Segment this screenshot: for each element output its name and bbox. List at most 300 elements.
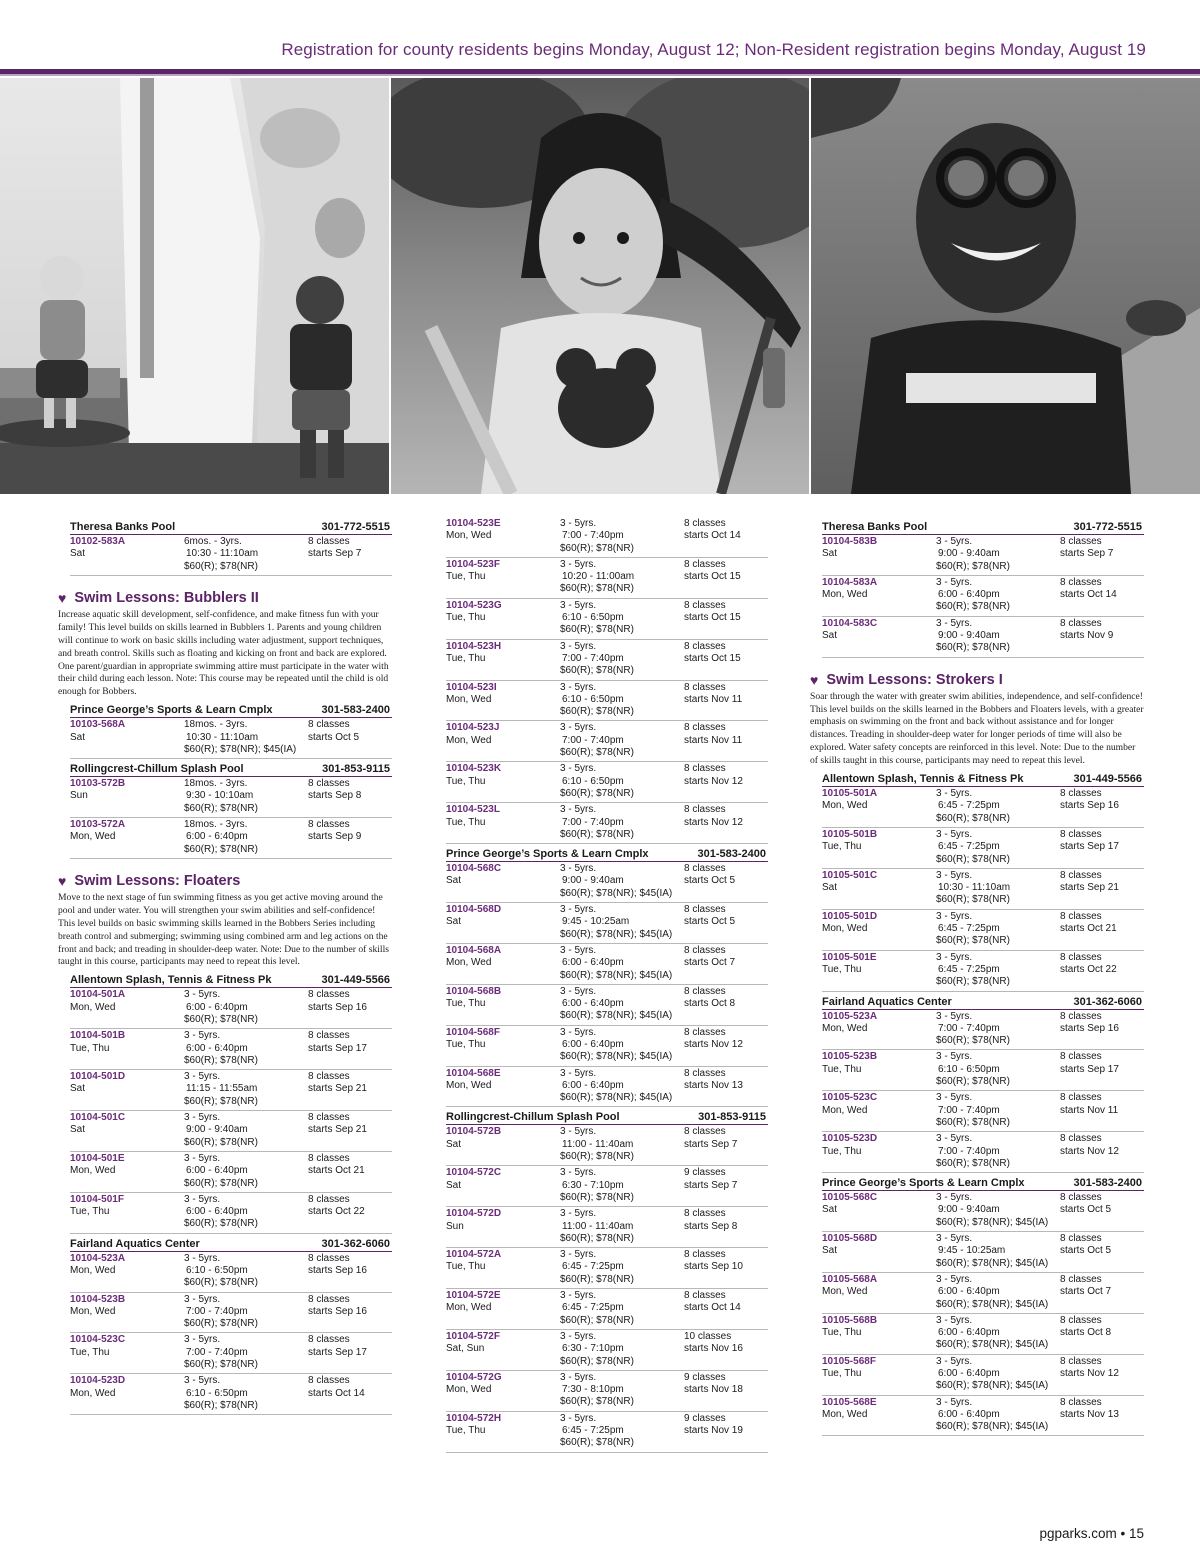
class-code-cell (446, 1027, 560, 1052)
fee-spacer (822, 1299, 936, 1311)
class-time: 9:30 - 10:10am (186, 790, 254, 802)
class-fee: $60(R); $78(NR) (560, 1191, 634, 1203)
class-code: 10105-523B (822, 1051, 878, 1063)
class-age: 3 - 5yrs. (184, 1152, 221, 1164)
class-fee: $60(R); $78(NR); $45(IA) (936, 1257, 1049, 1269)
location-phone: 301-853-9115 (698, 1111, 766, 1124)
location-name: Prince George’s Sports & Learn Cmplx (446, 848, 649, 861)
class-code-cell (822, 1051, 936, 1076)
class-code-cell (822, 1133, 936, 1158)
class-row (822, 1191, 1144, 1232)
class-row (70, 777, 392, 818)
class-row (822, 1232, 1144, 1273)
class-count: 8 classes (684, 904, 726, 916)
class-time: 7:00 - 7:40pm (938, 1022, 1000, 1034)
class-fee: $60(R); $78(NR) (936, 1157, 1010, 1169)
class-code: 10104-572B (446, 1126, 502, 1138)
fee-spacer (446, 706, 560, 718)
class-days: Tue, Thu (446, 998, 486, 1010)
fee-spacer (822, 1339, 936, 1351)
class-row (822, 1314, 1144, 1355)
class-age-cell (560, 1027, 684, 1052)
location-name: Theresa Banks Pool (70, 521, 176, 533)
fee-spacer (446, 1315, 560, 1327)
class-time: 6:00 - 6:40pm (938, 1327, 1000, 1339)
class-age-cell (560, 1372, 684, 1397)
class-time: 9:45 - 10:25am (938, 1245, 1006, 1257)
class-time: 6:10 - 6:50pm (562, 775, 624, 787)
class-count-cell (1060, 870, 1144, 895)
class-code-cell (70, 1194, 184, 1219)
class-count: 8 classes (1060, 1133, 1102, 1145)
class-age: 3 - 5yrs. (184, 1293, 221, 1305)
class-age-cell (184, 536, 308, 561)
class-count: 8 classes (308, 1112, 350, 1124)
class-count-cell (684, 945, 768, 970)
class-row (446, 1207, 768, 1248)
class-start: starts Nov 12 (684, 775, 743, 787)
class-code-cell (446, 559, 560, 584)
class-time: 6:00 - 6:40pm (186, 831, 248, 843)
class-count-cell (1060, 952, 1144, 977)
class-time: 6:10 - 6:50pm (562, 612, 624, 624)
class-count-cell (684, 1331, 768, 1356)
class-count: 8 classes (308, 1071, 350, 1083)
class-age-cell (560, 904, 684, 929)
class-time: 6:45 - 7:25pm (562, 1302, 624, 1314)
class-fee: $60(R); $78(NR) (184, 1359, 258, 1371)
class-days: Tue, Thu (822, 841, 862, 853)
class-count: 8 classes (684, 804, 726, 816)
class-fee: $60(R); $78(NR) (560, 1232, 634, 1244)
class-code-cell (446, 600, 560, 625)
class-fee: $60(R); $78(NR) (936, 601, 1010, 613)
class-row (446, 1067, 768, 1108)
class-days: Mon, Wed (446, 734, 492, 746)
class-time: 6:45 - 7:25pm (562, 1425, 624, 1436)
fee-spacer (822, 561, 936, 573)
location-phone: 301-583-2400 (1073, 1177, 1142, 1190)
class-count: 8 classes (684, 558, 726, 570)
class-count-cell (684, 641, 768, 666)
fee-spacer (446, 1396, 560, 1408)
class-row (446, 1026, 768, 1067)
fee-spacer (70, 1318, 184, 1330)
class-fee: $60(R); $78(NR) (184, 1318, 258, 1330)
class-fee: $60(R); $78(NR); $45(IA) (560, 1092, 673, 1104)
class-count: 8 classes (308, 1293, 350, 1305)
class-fee: $60(R); $78(NR) (184, 1136, 258, 1148)
fee-spacer (822, 1421, 936, 1433)
class-code: 10104-501C (70, 1112, 126, 1124)
location-phone: 301-362-6060 (1073, 995, 1142, 1008)
class-start: starts Nov 13 (684, 1079, 743, 1091)
class-code-cell (822, 1011, 936, 1036)
class-start: starts Oct 22 (1060, 963, 1117, 975)
class-count: 8 classes (684, 681, 726, 693)
class-age-cell (184, 1194, 308, 1219)
class-count-cell (684, 518, 768, 543)
class-age-cell (560, 763, 684, 788)
class-code-cell (446, 863, 560, 888)
class-row (446, 862, 768, 903)
class-code: 10103-568A (70, 719, 126, 731)
class-start: starts Oct 21 (308, 1165, 365, 1177)
class-row (446, 1330, 768, 1371)
fee-spacer (446, 1192, 560, 1204)
location-name: Allentown Splash, Tennis & Fitness Pk (822, 773, 1024, 786)
class-count: 8 classes (1060, 869, 1102, 881)
class-count: 8 classes (1060, 829, 1102, 840)
class-count: 8 classes (308, 819, 350, 831)
location-header (70, 702, 392, 718)
fee-spacer (70, 1178, 184, 1190)
class-start: starts Oct 15 (684, 571, 741, 583)
class-row (446, 1289, 768, 1330)
class-count: 8 classes (308, 1030, 350, 1042)
class-code: 10104-568E (446, 1067, 501, 1079)
class-days: Mon, Wed (446, 1302, 492, 1314)
class-count: 8 classes (684, 763, 726, 775)
class-count: 8 classes (308, 1252, 350, 1264)
class-time: 9:00 - 9:40am (562, 875, 624, 887)
class-count-cell (684, 600, 768, 625)
class-age-cell (184, 1071, 308, 1096)
class-fee: $60(R); $78(NR) (560, 624, 634, 636)
class-code: 10105-501A (822, 788, 878, 800)
class-days: Mon, Wed (822, 923, 868, 935)
class-row (70, 1374, 392, 1415)
location-phone: 301-772-5515 (1073, 521, 1142, 533)
class-count: 8 classes (308, 778, 350, 790)
class-age: 3 - 5yrs. (560, 518, 597, 529)
class-code-cell (822, 1397, 936, 1422)
class-fee: $60(R); $78(NR) (936, 560, 1010, 572)
class-count: 8 classes (684, 1290, 726, 1302)
class-row (822, 828, 1144, 869)
class-count-cell (308, 1153, 392, 1178)
class-count-cell (1060, 618, 1144, 643)
class-fee: $60(R); $78(NR) (936, 853, 1010, 865)
class-count: 8 classes (684, 1208, 726, 1220)
class-start: starts Sep 16 (308, 1264, 367, 1276)
class-fee: $60(R); $78(NR); $45(IA) (936, 1421, 1049, 1433)
class-start: starts Sep 8 (684, 1220, 738, 1232)
course-title (58, 590, 392, 606)
class-fee: $60(R); $78(NR) (560, 542, 634, 554)
class-days: Mon, Wed (446, 530, 492, 542)
class-code: 10104-501F (70, 1193, 124, 1205)
class-count-cell (308, 1375, 392, 1400)
course-description: Move to the next stage of fun swimming fitness as you get active moving around the pool and under water. You will strengthen your swim abilities and self-confidence! This level builds on basic swimming skills learned in the Bobbers Series including breath control and submerging; swimming using combined arm and leg actions on the front and back; and treading in shoulder-deep water. Note: Due to the number of skills taught in this course, participants may need to repeat this level. (58, 891, 389, 968)
class-time: 10:30 - 11:10am (186, 548, 259, 560)
class-age: 6mos. - 3yrs. (184, 536, 242, 547)
class-age: 3 - 5yrs. (560, 1208, 597, 1220)
class-code: 10105-523C (822, 1092, 878, 1104)
class-count-cell (684, 763, 768, 788)
photo-boy-in-pool (811, 78, 1200, 494)
class-count-cell (1060, 536, 1144, 561)
class-days: Sat (822, 882, 838, 894)
class-code: 10103-572B (70, 778, 126, 790)
class-fee: $60(R); $78(NR) (184, 1013, 258, 1025)
class-days: Mon, Wed (822, 1286, 868, 1298)
class-age: 3 - 5yrs. (560, 944, 597, 956)
class-count: 8 classes (684, 518, 726, 529)
class-code-cell (446, 763, 560, 788)
class-count: 8 classes (1060, 536, 1102, 547)
class-row (70, 988, 392, 1029)
class-code-cell (822, 788, 936, 813)
class-time: 11:15 - 11:55am (186, 1083, 258, 1095)
class-count-cell (684, 863, 768, 888)
location-phone: 301-853-9115 (322, 763, 390, 776)
class-start: starts Nov 12 (1060, 1145, 1119, 1157)
class-count-cell (308, 1112, 392, 1137)
class-age: 3 - 5yrs. (560, 863, 597, 875)
class-age-cell (184, 1294, 308, 1319)
class-age: 3 - 5yrs. (184, 1193, 221, 1205)
fee-spacer (446, 1274, 560, 1286)
location-name: Fairland Aquatics Center (70, 1237, 200, 1250)
class-fee: $60(R); $78(NR) (936, 1116, 1010, 1128)
class-time: 6:30 - 7:10pm (562, 1343, 624, 1355)
class-time: 6:00 - 6:40pm (938, 1286, 1000, 1298)
class-count-cell (684, 1290, 768, 1315)
class-count-cell (1060, 1133, 1144, 1158)
location-header (822, 994, 1144, 1010)
photo-playground-toddlers (0, 78, 389, 494)
class-days: Mon, Wed (446, 693, 492, 705)
fee-spacer (822, 1117, 936, 1129)
class-start: starts Oct 8 (1060, 1327, 1112, 1339)
class-count-cell (1060, 911, 1144, 936)
class-time: 7:00 - 7:40pm (562, 816, 624, 828)
location-name: Allentown Splash, Tennis & Fitness Pk (70, 974, 272, 987)
class-time: 7:00 - 7:40pm (562, 652, 624, 664)
class-code-cell (822, 1315, 936, 1340)
class-count: 8 classes (684, 1249, 726, 1261)
class-days: Sun (446, 1220, 464, 1232)
class-count-cell (308, 778, 392, 803)
class-start: starts Oct 5 (684, 916, 736, 928)
class-count-cell (1060, 1233, 1144, 1258)
class-start: starts Sep 21 (308, 1124, 367, 1136)
class-row (70, 818, 392, 859)
class-age: 3 - 5yrs. (560, 681, 597, 693)
class-count: 8 classes (308, 1193, 350, 1205)
class-age: 3 - 5yrs. (936, 1010, 973, 1022)
class-start: starts Sep 9 (308, 831, 362, 843)
class-age-cell (560, 600, 684, 625)
class-code: 10103-572A (70, 819, 126, 831)
fee-spacer (70, 744, 184, 756)
class-start: starts Nov 9 (1060, 630, 1114, 642)
class-age-cell (560, 1126, 684, 1151)
class-age-cell (936, 1133, 1060, 1158)
class-row (822, 1091, 1144, 1132)
class-days: Sat (446, 875, 462, 887)
class-start: starts Oct 14 (684, 1302, 741, 1314)
class-days: Tue, Thu (446, 816, 486, 828)
class-code: 10104-572A (446, 1249, 502, 1261)
class-age-cell (560, 804, 684, 829)
class-days: Tue, Thu (822, 1367, 862, 1379)
class-count-cell (1060, 1192, 1144, 1217)
class-age-cell (936, 1233, 1060, 1258)
class-count: 8 classes (1060, 910, 1102, 922)
fee-spacer (446, 1092, 560, 1104)
class-fee: $60(R); $78(NR) (184, 1218, 258, 1230)
class-count-cell (684, 1208, 768, 1233)
class-code: 10104-572F (446, 1330, 500, 1342)
class-fee: $60(R); $78(NR) (184, 802, 258, 814)
class-code: 10104-568B (446, 985, 502, 997)
class-age: 3 - 5yrs. (560, 1330, 597, 1342)
class-time: 6:00 - 6:40pm (186, 1206, 248, 1218)
class-age-cell (184, 1153, 308, 1178)
class-days: Mon, Wed (822, 1104, 868, 1116)
class-age-cell (560, 1208, 684, 1233)
class-age: 3 - 5yrs. (936, 1233, 973, 1245)
class-count-cell (1060, 1356, 1144, 1381)
class-code: 10105-568A (822, 1273, 878, 1285)
class-age-cell (936, 1274, 1060, 1299)
class-count-cell (308, 989, 392, 1014)
class-count-cell (1060, 1051, 1144, 1076)
fee-spacer (446, 1151, 560, 1163)
class-fee: $60(R); $78(NR); $45(IA) (560, 1010, 673, 1022)
class-days: Tue, Thu (446, 571, 486, 583)
class-days: Mon, Wed (446, 957, 492, 969)
class-code-cell (70, 989, 184, 1014)
class-time: 6:45 - 7:25pm (938, 923, 1000, 935)
class-time: 6:10 - 6:50pm (938, 1063, 1000, 1075)
fee-spacer (822, 1158, 936, 1170)
class-days: Mon, Wed (822, 589, 868, 601)
location-name: Prince George’s Sports & Learn Cmplx (70, 704, 273, 717)
class-code: 10105-523A (822, 1010, 878, 1022)
class-time: 6:00 - 6:40pm (186, 1165, 248, 1177)
class-fee: $60(R); $78(NR) (184, 1399, 258, 1411)
fee-spacer (822, 1217, 936, 1229)
class-fee: $60(R); $78(NR) (560, 665, 634, 677)
class-age: 18mos. - 3yrs. (184, 778, 248, 790)
class-count: 8 classes (684, 985, 726, 997)
class-fee: $60(R); $78(NR); $45(IA) (560, 969, 673, 981)
class-days: Mon, Wed (70, 1165, 116, 1177)
class-age-cell (560, 518, 684, 543)
class-count: 8 classes (308, 1152, 350, 1164)
class-code: 10104-568D (446, 904, 502, 916)
class-row (822, 1050, 1144, 1091)
class-days: Tue, Thu (446, 775, 486, 787)
class-code-cell (822, 536, 936, 561)
class-age: 3 - 5yrs. (560, 1167, 597, 1179)
class-row (70, 1293, 392, 1334)
class-code-cell (70, 1334, 184, 1359)
class-count: 8 classes (1060, 951, 1102, 963)
class-time: 10:20 - 11:00am (562, 571, 635, 583)
class-code-cell (70, 1294, 184, 1319)
class-start: starts Nov 13 (1060, 1408, 1119, 1420)
class-age-cell (560, 682, 684, 707)
class-start: starts Sep 7 (684, 1179, 738, 1191)
class-count: 8 classes (1060, 1051, 1102, 1063)
class-start: starts Nov 19 (684, 1425, 743, 1436)
class-code-cell (446, 682, 560, 707)
class-count-cell (308, 536, 392, 561)
class-start: starts Sep 16 (1060, 800, 1119, 812)
photo-strip (0, 78, 1200, 494)
class-count-cell (1060, 788, 1144, 813)
header-rule-light (0, 74, 1200, 76)
class-time: 7:30 - 8:10pm (562, 1384, 624, 1396)
class-code: 10105-523D (822, 1133, 878, 1145)
class-time: 6:00 - 6:40pm (938, 1408, 1000, 1420)
class-days: Mon, Wed (822, 1022, 868, 1034)
class-count: 8 classes (1060, 617, 1102, 629)
class-time: 9:00 - 9:40am (186, 1124, 248, 1136)
class-code: 10105-501C (822, 869, 878, 881)
class-count-cell (308, 1294, 392, 1319)
class-row (822, 951, 1144, 992)
class-code: 10104-572E (446, 1290, 501, 1302)
class-code-cell (822, 1233, 936, 1258)
class-code: 10105-568F (822, 1355, 876, 1367)
class-time: 7:00 - 7:40pm (938, 1104, 1000, 1116)
class-code-cell (446, 518, 560, 543)
class-start: starts Sep 17 (308, 1346, 367, 1358)
class-count: 8 classes (1060, 788, 1102, 800)
class-days: Tue, Thu (822, 963, 862, 975)
class-start: starts Nov 18 (684, 1384, 743, 1396)
class-count-cell (308, 1334, 392, 1359)
class-age: 3 - 5yrs. (560, 1290, 597, 1302)
class-time: 6:30 - 7:10pm (562, 1179, 624, 1191)
class-code-cell (446, 1126, 560, 1151)
class-age: 3 - 5yrs. (936, 617, 973, 629)
class-code: 10104-523F (446, 558, 500, 570)
course-title (810, 672, 1144, 688)
class-start: starts Sep 17 (1060, 841, 1119, 853)
location-phone: 301-772-5515 (321, 521, 390, 533)
class-start: starts Sep 17 (1060, 1063, 1119, 1075)
class-start: starts Sep 16 (1060, 1022, 1119, 1034)
class-fee: $60(R); $78(NR) (184, 1177, 258, 1189)
course-description: Soar through the water with greater swim abilities, independence, and self-confidence! This level builds on the skills learned in the Bobbers and Floaters levels, with a greater emphasis on swimming on the front and back without assistance and for longer distances. Treading in shoulder-deep water for longer periods of time will also be explored. Water safety concepts are reinforced in this level. Note: Due to the number of skills taught in this course, participants may need to repeat this level. (810, 690, 1144, 767)
class-days: Tue, Thu (822, 1145, 862, 1157)
class-code: 10104-523B (70, 1293, 126, 1305)
class-age-cell (560, 1290, 684, 1315)
fee-spacer (822, 1076, 936, 1088)
class-days: Tue, Thu (446, 1425, 486, 1436)
class-code: 10104-523G (446, 599, 502, 611)
class-days: Tue, Thu (446, 1261, 486, 1273)
class-count: 10 classes (684, 1330, 732, 1342)
class-age-cell (560, 1413, 684, 1438)
fee-spacer (446, 829, 560, 841)
course-description: Increase aquatic skill development, self-confidence, and make fitness fun with your family! This level builds on skills learned in Bubblers 1. Parents and young children will continue to work on basic skills including water adjustment, support techniques, and breath control. Skills such as floating and kicking on front and back are explored. One parent/guardian in appropriate swimming attire must participate in the water with their child during each lesson. Note: This course may be repeated until the child is old enough for Bobbers. (58, 608, 389, 698)
class-code: 10105-568D (822, 1233, 878, 1245)
class-time: 11:00 - 11:40am (562, 1138, 634, 1150)
class-count: 8 classes (1060, 1355, 1102, 1367)
fee-spacer (446, 624, 560, 636)
class-count: 8 classes (1060, 1010, 1102, 1022)
class-start: starts Sep 7 (1060, 548, 1114, 560)
class-age-cell (184, 1112, 308, 1137)
class-code: 10105-568B (822, 1314, 878, 1326)
